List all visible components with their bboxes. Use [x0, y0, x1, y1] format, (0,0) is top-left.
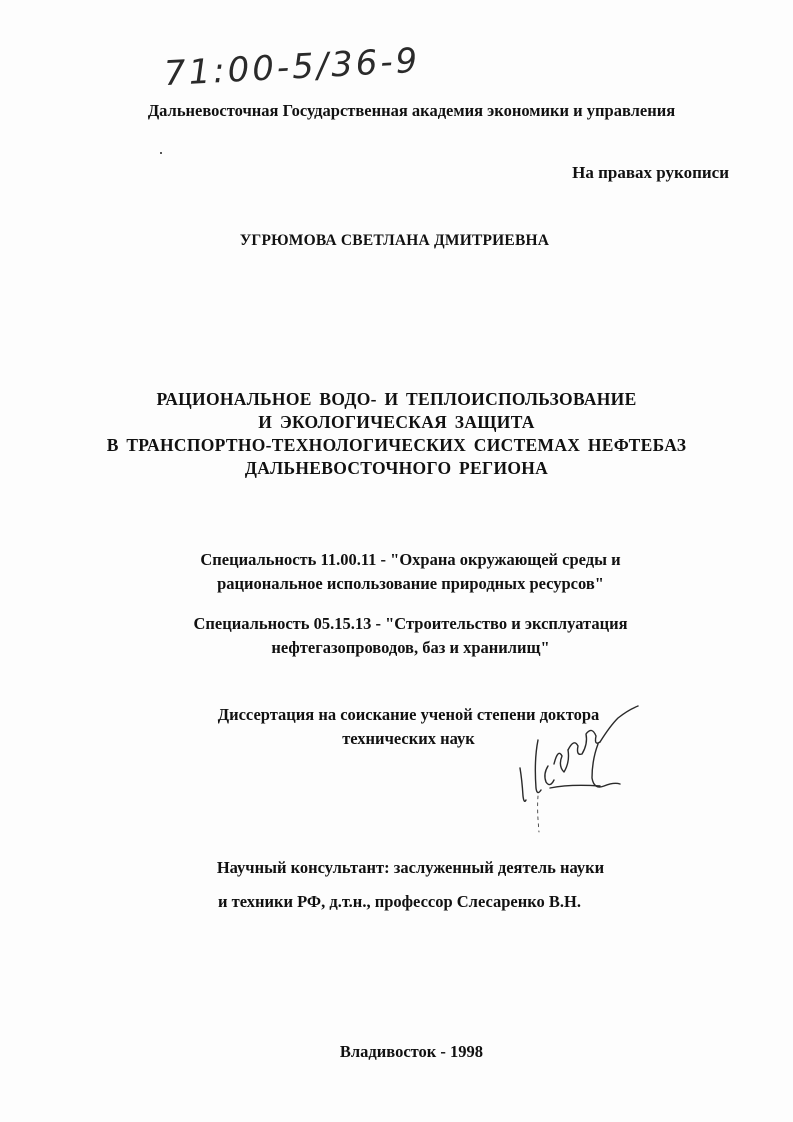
handwritten-signature	[510, 700, 660, 840]
title-line: В ТРАНСПОРТНО-ТЕХНОЛОГИЧЕСКИХ СИСТЕМАХ НЕФТЕБАЗ	[106, 435, 687, 455]
title-line: РАЦИОНАЛЬНОЕ ВОДО- И ТЕПЛОИСПОЛЬЗОВАНИЕ	[156, 389, 637, 409]
scan-speck	[160, 152, 162, 154]
dissertation-line-1: Диссертация на соискание ученой степени доктора	[217, 705, 600, 724]
specialty-1-line-2: рациональное использование природных ресурсов"	[217, 574, 604, 593]
specialty-2-line-1: Специальность 05.15.13 - "Строительство и эксплуатация	[193, 614, 628, 633]
scientific-consultant-line-2	[3, 890, 793, 914]
title-line: И ЭКОЛОГИЧЕСКАЯ ЗАЩИТА	[258, 412, 535, 432]
specialty-2-line-2: нефтегазопроводов, баз и хранилищ"	[271, 638, 550, 657]
specialty-1-line-1: Специальность 11.00.11 - "Охрана окружающей среды и	[200, 550, 621, 569]
manuscript-rights-note: На правах рукописи	[572, 163, 729, 182]
consultant-text-2: и техники РФ, д.т.н., профессор Слесаренко В.Н.	[218, 892, 581, 911]
institution-name: Дальневосточная Государственная академия экономики и управления	[147, 101, 676, 120]
dissertation-degree	[12, 703, 793, 751]
svg-text:71:00-5/36-9: 71:00-5/36-9	[162, 40, 422, 95]
specialty-2	[14, 612, 793, 660]
dissertation-line-2: технических наук	[342, 729, 475, 748]
consultant-text-1: Научный консультант: заслуженный деятель науки	[216, 858, 605, 877]
city-year: Владивосток - 1998	[339, 1042, 484, 1061]
specialty-1	[14, 548, 793, 596]
handwritten-archive-code	[150, 40, 460, 100]
author-name: УГРЮМОВА СВЕТЛАНА ДМИТРИЕВНА	[239, 232, 550, 249]
dissertation-title	[0, 388, 793, 480]
title-line: ДАЛЬНЕВОСТОЧНОГО РЕГИОНА	[244, 458, 549, 478]
scientific-consultant-line-1	[14, 856, 793, 880]
